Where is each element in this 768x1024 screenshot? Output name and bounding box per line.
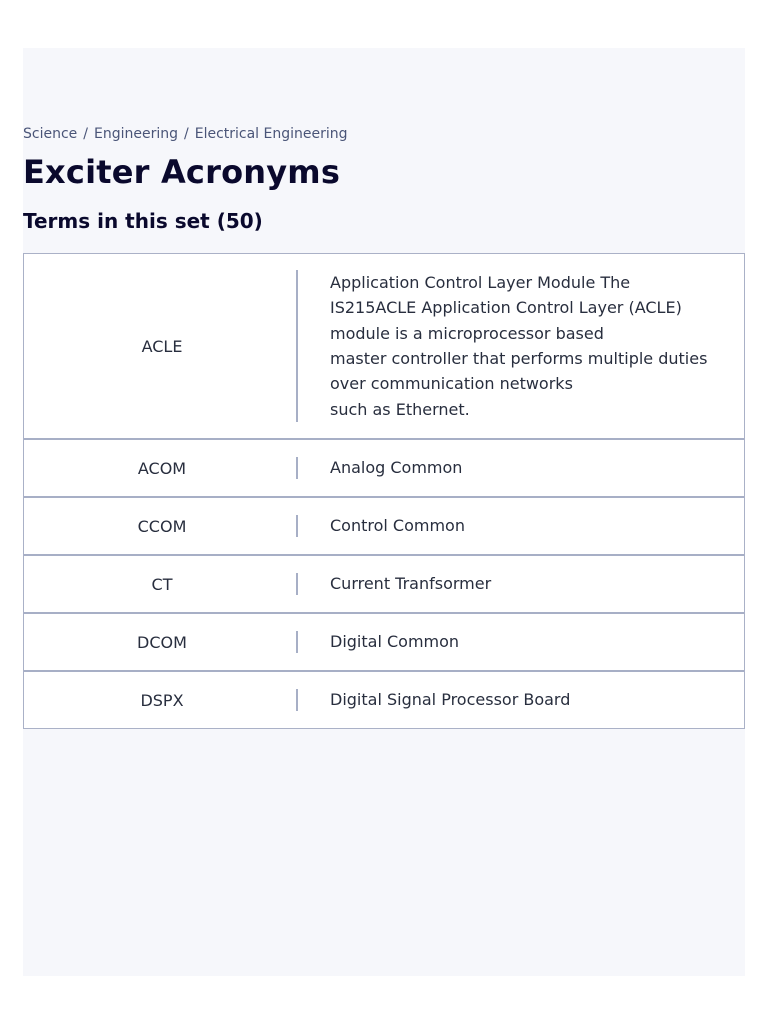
term-definition: Control Common: [330, 516, 465, 536]
term-row: [24, 670, 744, 728]
breadcrumb-item-engineering[interactable]: Engineering: [94, 126, 178, 142]
term-definition: Application Control Layer Module The IS215ACLE Application Control Layer (ACLE) module is a microprocessor based master controller that performs multiple duties over communication networks such as Ethernet.: [330, 273, 708, 419]
term-row: [24, 254, 744, 438]
term-definition: Digital Common: [330, 632, 460, 652]
breadcrumb-separator: /: [83, 126, 88, 142]
terms-section-title: Terms in this set (50): [23, 209, 263, 233]
term-word: DSPX: [140, 690, 184, 710]
breadcrumb-item-electrical-engineering[interactable]: Electrical Engineering: [194, 126, 348, 142]
term-definition: Current Tranfsormer: [330, 574, 492, 594]
term-word: CCOM: [137, 516, 187, 536]
breadcrumb: [23, 126, 348, 142]
breadcrumb-separator: /: [184, 126, 189, 142]
page-title: Exciter Acronyms: [23, 153, 341, 191]
term-word: CT: [151, 574, 173, 594]
term-definition: Digital Signal Processor Board: [330, 690, 571, 710]
term-word: DCOM: [137, 632, 187, 652]
term-row: [24, 496, 744, 554]
term-word: ACOM: [137, 458, 187, 478]
term-row: [24, 612, 744, 670]
term-row: [24, 554, 744, 612]
breadcrumb-item-science[interactable]: Science: [23, 126, 78, 142]
term-word: ACLE: [141, 336, 183, 356]
term-definition: Analog Common: [330, 458, 463, 478]
terms-table: [23, 253, 745, 729]
term-row: [24, 438, 744, 496]
